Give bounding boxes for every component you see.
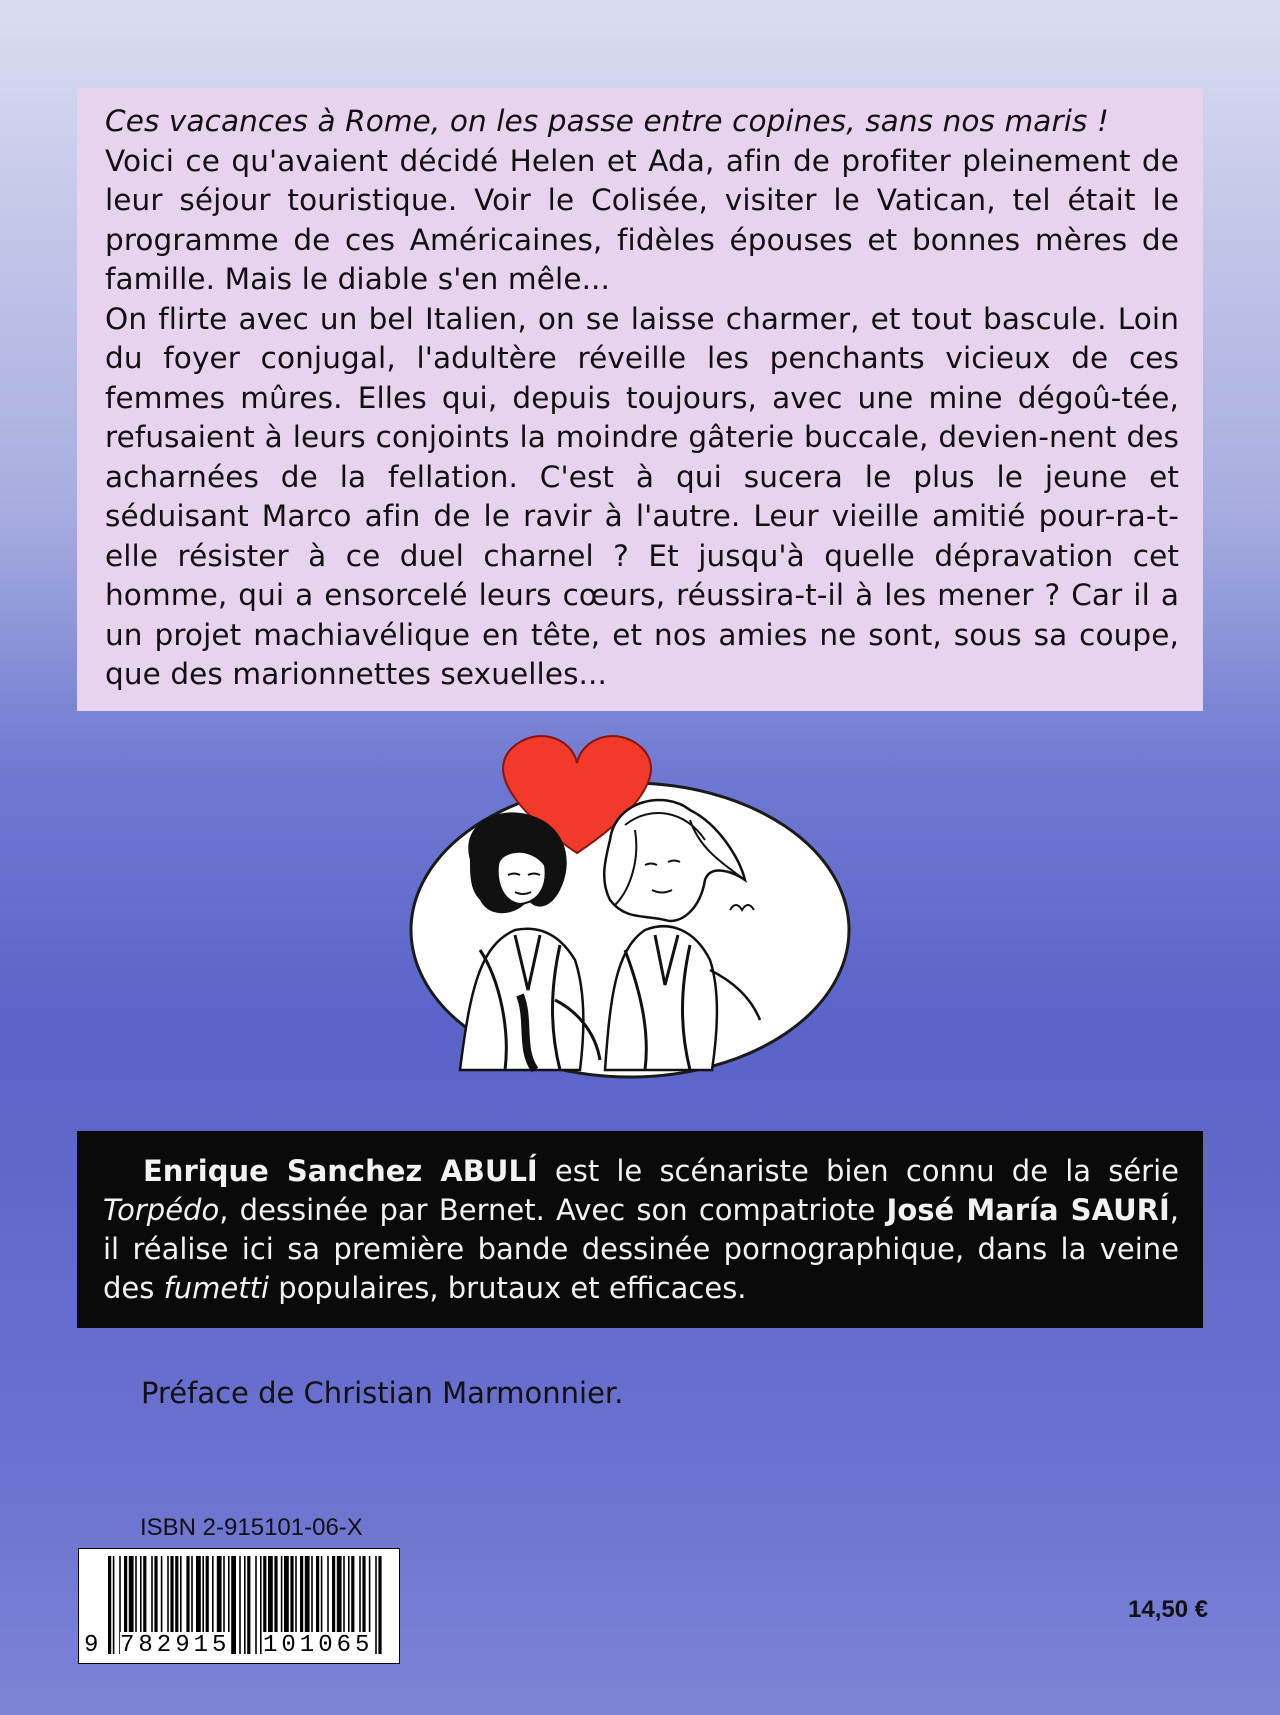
bio-text-2: , dessinée par Bernet. Avec son compatriote (219, 1193, 887, 1227)
back-cover-blurb (77, 88, 1203, 711)
barcode-first-digit: 9 (84, 1632, 99, 1659)
blurb-intro: Ces vacances à Rome, on les passe entre copines, sans nos maris ! (105, 104, 1109, 138)
cover-illustration (400, 730, 860, 1090)
blurb-paragraph-1: Voici ce qu'avaient décidé Helen et Ada, afin de profiter pleinement de leur séjour touristique. Voir le Colisée, visiter le Vatican, tel était le programme de ces Américaines, fidèles épouses et bonnes mères de famille. Mais le diable s'en mêle... (105, 143, 1179, 296)
author-bio-box (77, 1131, 1203, 1328)
fumetti-term: fumetti (163, 1271, 270, 1305)
isbn-label: ISBN 2-915101-06-X (140, 1514, 363, 1541)
barcode-group-2: 101065 (263, 1632, 374, 1659)
price-label: 14,50 € (1128, 1596, 1209, 1623)
barcode-digits (78, 1628, 400, 1662)
author-bio-text (103, 1152, 1179, 1308)
author1-name: Enrique Sanchez ABULÍ (143, 1154, 538, 1188)
bio-text-1: est le scénariste bien connu de la série (537, 1154, 1179, 1188)
preface-credit: Préface de Christian Marmonnier. (141, 1376, 624, 1410)
barcode (78, 1548, 400, 1664)
barcode-group-1: 782915 (120, 1632, 231, 1659)
bio-text-3: , il réalise ici sa première bande dessinée pornographique, dans la veine des (103, 1193, 1180, 1305)
bio-text-4: populaires, brutaux et efficaces. (269, 1271, 747, 1305)
series-title: Torpédo (103, 1193, 220, 1227)
blurb-paragraph-2: On flirte avec un bel Italien, on se laisse charmer, et tout bascule. Loin du foyer conjugal, l'adultère réveille les penchants vicieux de ces femmes mûres. Elles qui, depuis toujours, avec une mine dégoû-tée, refusaient à leurs conjoints la moindre gâterie buccale, devien-nent des acharnées de la fellation. C'est à qui sucera le plus le jeune et séduisant Marco afin de le ravir à l'autre. Leur vieille amitié pour-ra-t-elle résister à ce duel charnel ? Et jusqu'à quelle dépravation cet homme, qui a ensorcelé leurs cœurs, réussira-t-il à les mener ? Car il a un projet machiavélique en tête, et nos amies ne sont, sous sa coupe, que des marionnettes sexuelles... (105, 301, 1179, 691)
author2-name: José María SAURÍ (886, 1193, 1170, 1227)
illustration-svg (400, 730, 860, 1090)
